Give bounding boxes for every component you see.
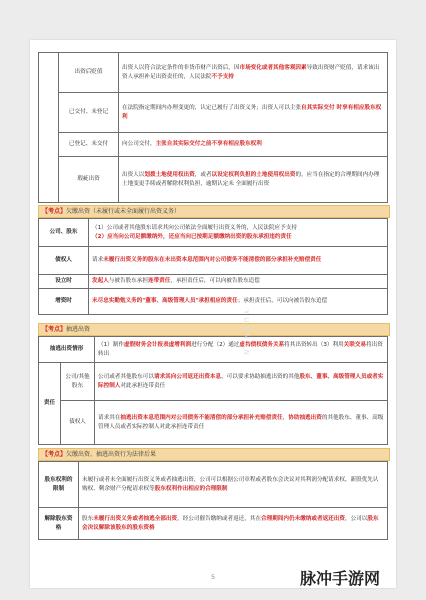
row-content: 向公司交付，主张自其实际交付之前不享有相应股东权利 <box>119 133 388 157</box>
row-key: 抽逃出资情形 <box>39 337 95 363</box>
row-content: （1）公司或者其他股东请求其向公司依法全面履行出资义务的，人民法院应予支持 （2）应当向公司足额缴纳外，还应当向已按期足额缴纳出资的股东承担违约责任 <box>89 219 388 247</box>
unpaid-contribution-table <box>38 218 388 315</box>
section-header: 【考点】欠缴出资（未履行或未全面履行出资义务） <box>38 205 390 218</box>
row-key: 股东权利的限制 <box>39 462 79 508</box>
table-row <box>39 462 388 508</box>
section-header: 【考点】抽逃出资 <box>38 323 390 336</box>
row-content: 出资人以符合法定条件的非货币财产出资后，因市场变化或者其他客观因素导致出资财产贬值，请求该出资人承担补足出资责任的，人民法院不予支持 <box>119 53 388 93</box>
row-key: 瑕疵出资 <box>59 157 119 203</box>
row-key: 已登记、未交付 <box>59 133 119 157</box>
capital-contribution-table <box>38 52 388 203</box>
row-content: 发起人与被告股东承担连带责任，承担责任后，可以向被告股东追偿 <box>89 275 388 289</box>
table-row <box>39 247 388 275</box>
row-key: 责任 <box>39 363 61 445</box>
section-header: 【考点】欠缴出资、抽逃出资行为法律后果 <box>38 448 390 461</box>
row-content: （1）制作虚假财务会计报表虚增利润进行分配（2）通过虚构债权债务关系将其出资转出（3）利用关联交易将出资转出 <box>95 337 388 363</box>
table-row <box>39 508 388 540</box>
row-key: 解除股东资格 <box>39 508 79 540</box>
table-row <box>39 337 388 363</box>
watermark: YUNNAN <box>242 310 250 358</box>
capital-withdrawal-table <box>38 336 388 445</box>
table-row <box>39 133 388 157</box>
table-row <box>39 363 388 401</box>
row-key: 已交付、未登记 <box>59 93 119 133</box>
row-subkey: 债权人 <box>61 401 95 445</box>
row-content: 未履行或者未全面履行出资义务或者抽逃出资，公司可以根据公司章程或者股东会决议对其利润分配请求权、新股优先认购权、剩余财产分配请求权等股东权利作出相应的合理限制 <box>79 462 388 508</box>
row-content: 请求其在抽逃出资本息范围内对公司债务不能清偿的部分承担补充赔偿责任，协助抽逃出资的其他股东、董事、高级管理人员或者实际控制人对此承担连带责任 <box>95 401 388 445</box>
row-content: 在法院指定期间内办理变更的，认定已履行了出资义务；出资人可以主张自其实际交付 时享有相应股东权利 <box>119 93 388 133</box>
row-content: 出资人以划拨土地使用权出资，或者以设定权利负担的土地使用权出资的，应当在指定的合理期间内办理土地变更手续或者解除权利负担，逾期认定未 全面履行出资 <box>119 157 388 203</box>
row-key: 增资时 <box>39 289 89 315</box>
row-content: 请求未履行出资义务的股东在未出资本息范围内对公司债务不能清偿的部分承担补充赔偿责任 <box>89 247 388 275</box>
table-row <box>39 93 388 133</box>
row-key: 债权人 <box>39 247 89 275</box>
row-key: 设立时 <box>39 275 89 289</box>
row-key: 出资后贬值 <box>59 53 119 93</box>
table-row <box>39 289 388 315</box>
row-content: 公司或者其他股东可以请求其向公司返还出资本息，可以要求协助抽逃出资的其他股东、董事、高级管理人员或者实际控制人对此承担连带责任 <box>95 363 388 401</box>
row-content: 未尽忠实勤勉义务的"董事、高级管理人员"承担相应的责任；承担责任后，可以向被告股东追偿 <box>89 289 388 315</box>
table-row <box>39 53 388 93</box>
table-row <box>39 275 388 289</box>
table-row <box>39 157 388 203</box>
legal-consequences-table <box>38 461 388 540</box>
page-number: 5 <box>211 574 215 581</box>
row-subkey: 公司/其他股东 <box>61 363 95 401</box>
site-logo: 脉冲手游网 <box>300 569 381 588</box>
document-page <box>30 40 396 588</box>
table-row <box>39 401 388 445</box>
table-row <box>39 219 388 247</box>
row-content: 股东未履行出资义务或者抽逃全部出资，经公司催告缴纳或者返还，其在合理期间内仍未缴纳或者返还出资，公司以股东会决议解除该股东的股东资格 <box>79 508 388 540</box>
row-key: 公司、股东 <box>39 219 89 247</box>
